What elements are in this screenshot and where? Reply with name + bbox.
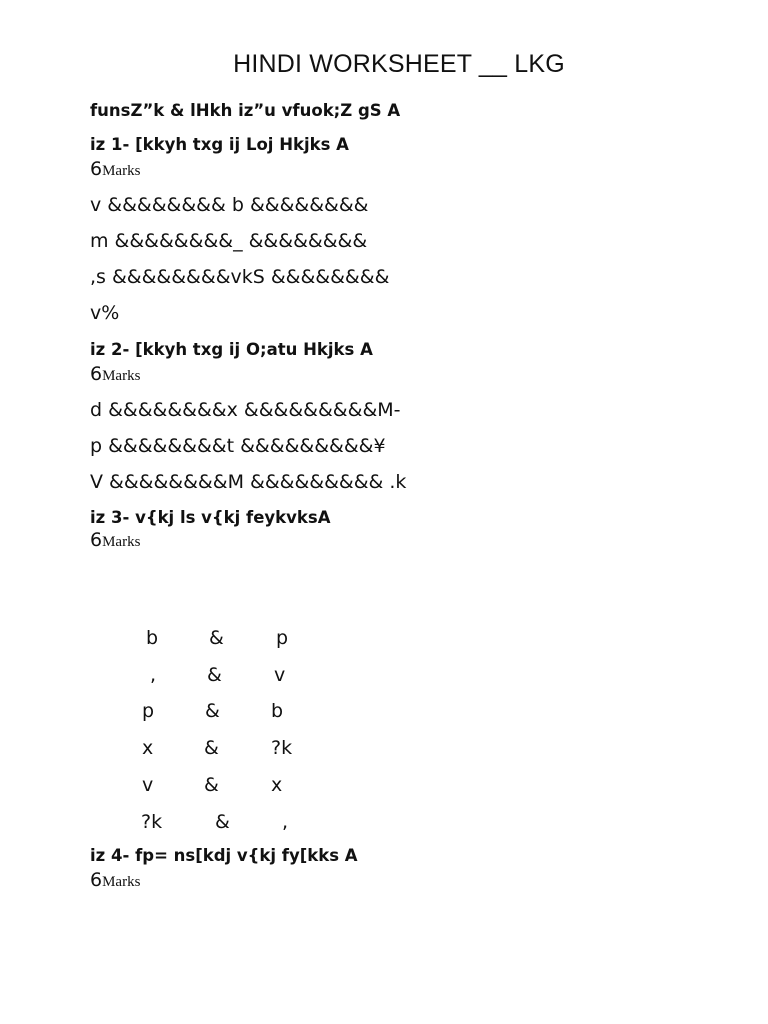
match-separator: & bbox=[215, 811, 230, 833]
match-separator: & bbox=[207, 664, 222, 686]
match-separator: & bbox=[205, 700, 220, 722]
q1-line: ,s &&&&&&&&vkS &&&&&&&& bbox=[90, 266, 390, 288]
match-left: v bbox=[142, 774, 154, 796]
q1-marks-number: 6 bbox=[90, 158, 103, 180]
q1-heading: iz 1- [kkyh txg ij Loj Hkjks A bbox=[90, 135, 349, 154]
worksheet-title: HINDI WORKSHEET __ LKG bbox=[233, 50, 565, 78]
match-separator: & bbox=[204, 737, 219, 759]
q1-line: m &&&&&&&&_ &&&&&&&& bbox=[90, 230, 368, 252]
match-right: p bbox=[276, 627, 289, 649]
match-right: , bbox=[282, 811, 289, 833]
q2-marks-label: Marks bbox=[102, 368, 141, 384]
q2-heading: iz 2- [kkyh txg ij O;atu Hkjks A bbox=[90, 340, 373, 359]
match-right: ?k bbox=[271, 737, 293, 759]
q2-line: V &&&&&&&&M &&&&&&&&& .k bbox=[90, 471, 407, 493]
q1-line: v &&&&&&&& b &&&&&&&& bbox=[90, 194, 369, 216]
q3-marks bbox=[90, 529, 140, 551]
q2-marks-number: 6 bbox=[90, 363, 103, 385]
match-left: p bbox=[142, 700, 155, 722]
match-left: b bbox=[146, 627, 159, 649]
q2-line: p &&&&&&&&t &&&&&&&&&¥ bbox=[90, 435, 386, 457]
match-right: b bbox=[271, 700, 284, 722]
match-separator: & bbox=[204, 774, 219, 796]
q3-heading: iz 3- v{kj ls v{kj feykvksA bbox=[90, 508, 331, 527]
q2-line: d &&&&&&&&x &&&&&&&&&M- bbox=[90, 399, 401, 421]
match-left: x bbox=[142, 737, 154, 759]
match-right: v bbox=[274, 664, 286, 686]
q4-marks-number: 6 bbox=[90, 869, 103, 891]
q2-marks bbox=[90, 363, 140, 385]
match-right: x bbox=[271, 774, 283, 796]
q4-marks bbox=[90, 869, 140, 891]
q1-line: v% bbox=[90, 302, 120, 324]
q3-marks-number: 6 bbox=[90, 529, 103, 551]
instructions: funsZ”k & lHkh iz”u vfuok;Z gS A bbox=[90, 101, 401, 120]
match-separator: & bbox=[209, 627, 224, 649]
q4-heading: iz 4- fp= ns[kdj v{kj fy[kks A bbox=[90, 846, 358, 865]
q1-marks-label: Marks bbox=[102, 163, 141, 179]
q1-marks bbox=[90, 158, 140, 180]
q4-marks-label: Marks bbox=[102, 874, 141, 890]
match-left: , bbox=[150, 664, 157, 686]
match-left: ?k bbox=[141, 811, 163, 833]
q3-marks-label: Marks bbox=[102, 534, 141, 550]
